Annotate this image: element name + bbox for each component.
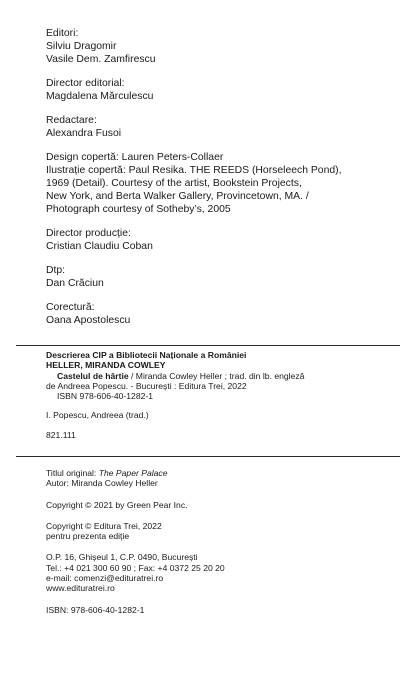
cover-illustration-line: Photograph courtesy of Sotheby’s, 2005 [46,204,231,215]
editing-name: Alexandra Fusoi [46,128,122,139]
copyright-original: Copyright © 2021 by Green Pear Inc. [46,499,188,510]
original-title: The Paper Palace [98,468,168,478]
cover-design-block [46,151,386,216]
dtp-label: Dtp: [46,265,66,276]
publisher-address: O.P. 16, Ghișeul 1, C.P. 0490, București [46,552,198,563]
editorial-director-name: Magdalena Mărculescu [46,91,154,102]
cip-description [46,350,396,440]
production-director-label: Director producție: [46,228,131,239]
cip-publication-line: de Andreea Popescu. - București : Editura Trei, 2022 [46,380,247,391]
publisher-email: e-mail: comenzi@edituratrei.ro [46,573,164,584]
editor-name: Vasile Dem. Zamfirescu [46,54,156,65]
publisher-phone-fax: Tel.: +4 021 300 60 90 ; Fax: +4 0372 25 20 20 [46,562,225,573]
divider-bottom [16,456,400,457]
cip-classification: 821.111 [46,429,76,440]
cip-heading: Descrierea CIP a Bibliotecii Naționale a României [46,350,247,360]
credits-section [46,27,386,338]
cip-book-title: Castelul de hârtie [57,370,129,381]
book-isbn: ISBN: 978-606-40-1282-1 [46,604,145,615]
proofreading-name: Oana Apostolescu [46,315,131,326]
cover-illustration-line: New York, and Berta Walker Gallery, Provincetown, MA. / [46,191,309,202]
production-director-name: Cristian Claudiu Coban [46,241,153,252]
cover-design-line: Design copertă: Lauren Peters-Collaer [46,152,224,163]
copyright-section [46,468,396,615]
cip-translator: I. Popescu, Andreea (trad.) [46,410,149,421]
cip-title-line [46,371,396,381]
proofreading-label: Corectură: [46,302,95,313]
proofreading-block [46,301,386,327]
dtp-block [46,264,386,290]
cip-author: HELLER, MIRANDA COWLEY [46,360,166,371]
editors-block [46,27,386,66]
editorial-director-block [46,77,386,103]
editing-block [46,114,386,140]
dtp-name: Dan Crăciun [46,278,104,289]
editor-name: Silviu Dragomir [46,41,117,52]
divider-top [16,345,400,346]
copyright-publisher: Copyright © Editura Trei, 2022 [46,520,162,531]
original-title-line [46,468,396,478]
production-director-block [46,227,386,253]
cover-illustration-line: Ilustrație copertă: Paul Resika. THE REEDS (Horseleech Pond), [46,165,342,176]
publisher-website: www.edituratrei.ro [46,583,115,594]
original-author: Autor: Miranda Cowley Heller [46,478,158,489]
editors-label: Editori: [46,28,79,39]
cover-illustration-line: 1969 (Detail). Courtesy of the artist, Bookstein Projects, [46,178,302,189]
editing-label: Redactare: [46,115,97,126]
original-title-label: Titlul original: [46,468,99,478]
editorial-director-label: Director editorial: [46,78,125,89]
edition-note: pentru prezenta ediție [46,531,130,542]
cip-title-rest: / Miranda Cowley Heller ; trad. din lb. engleză [128,370,305,381]
cip-isbn: ISBN 978-606-40-1282-1 [57,391,154,402]
